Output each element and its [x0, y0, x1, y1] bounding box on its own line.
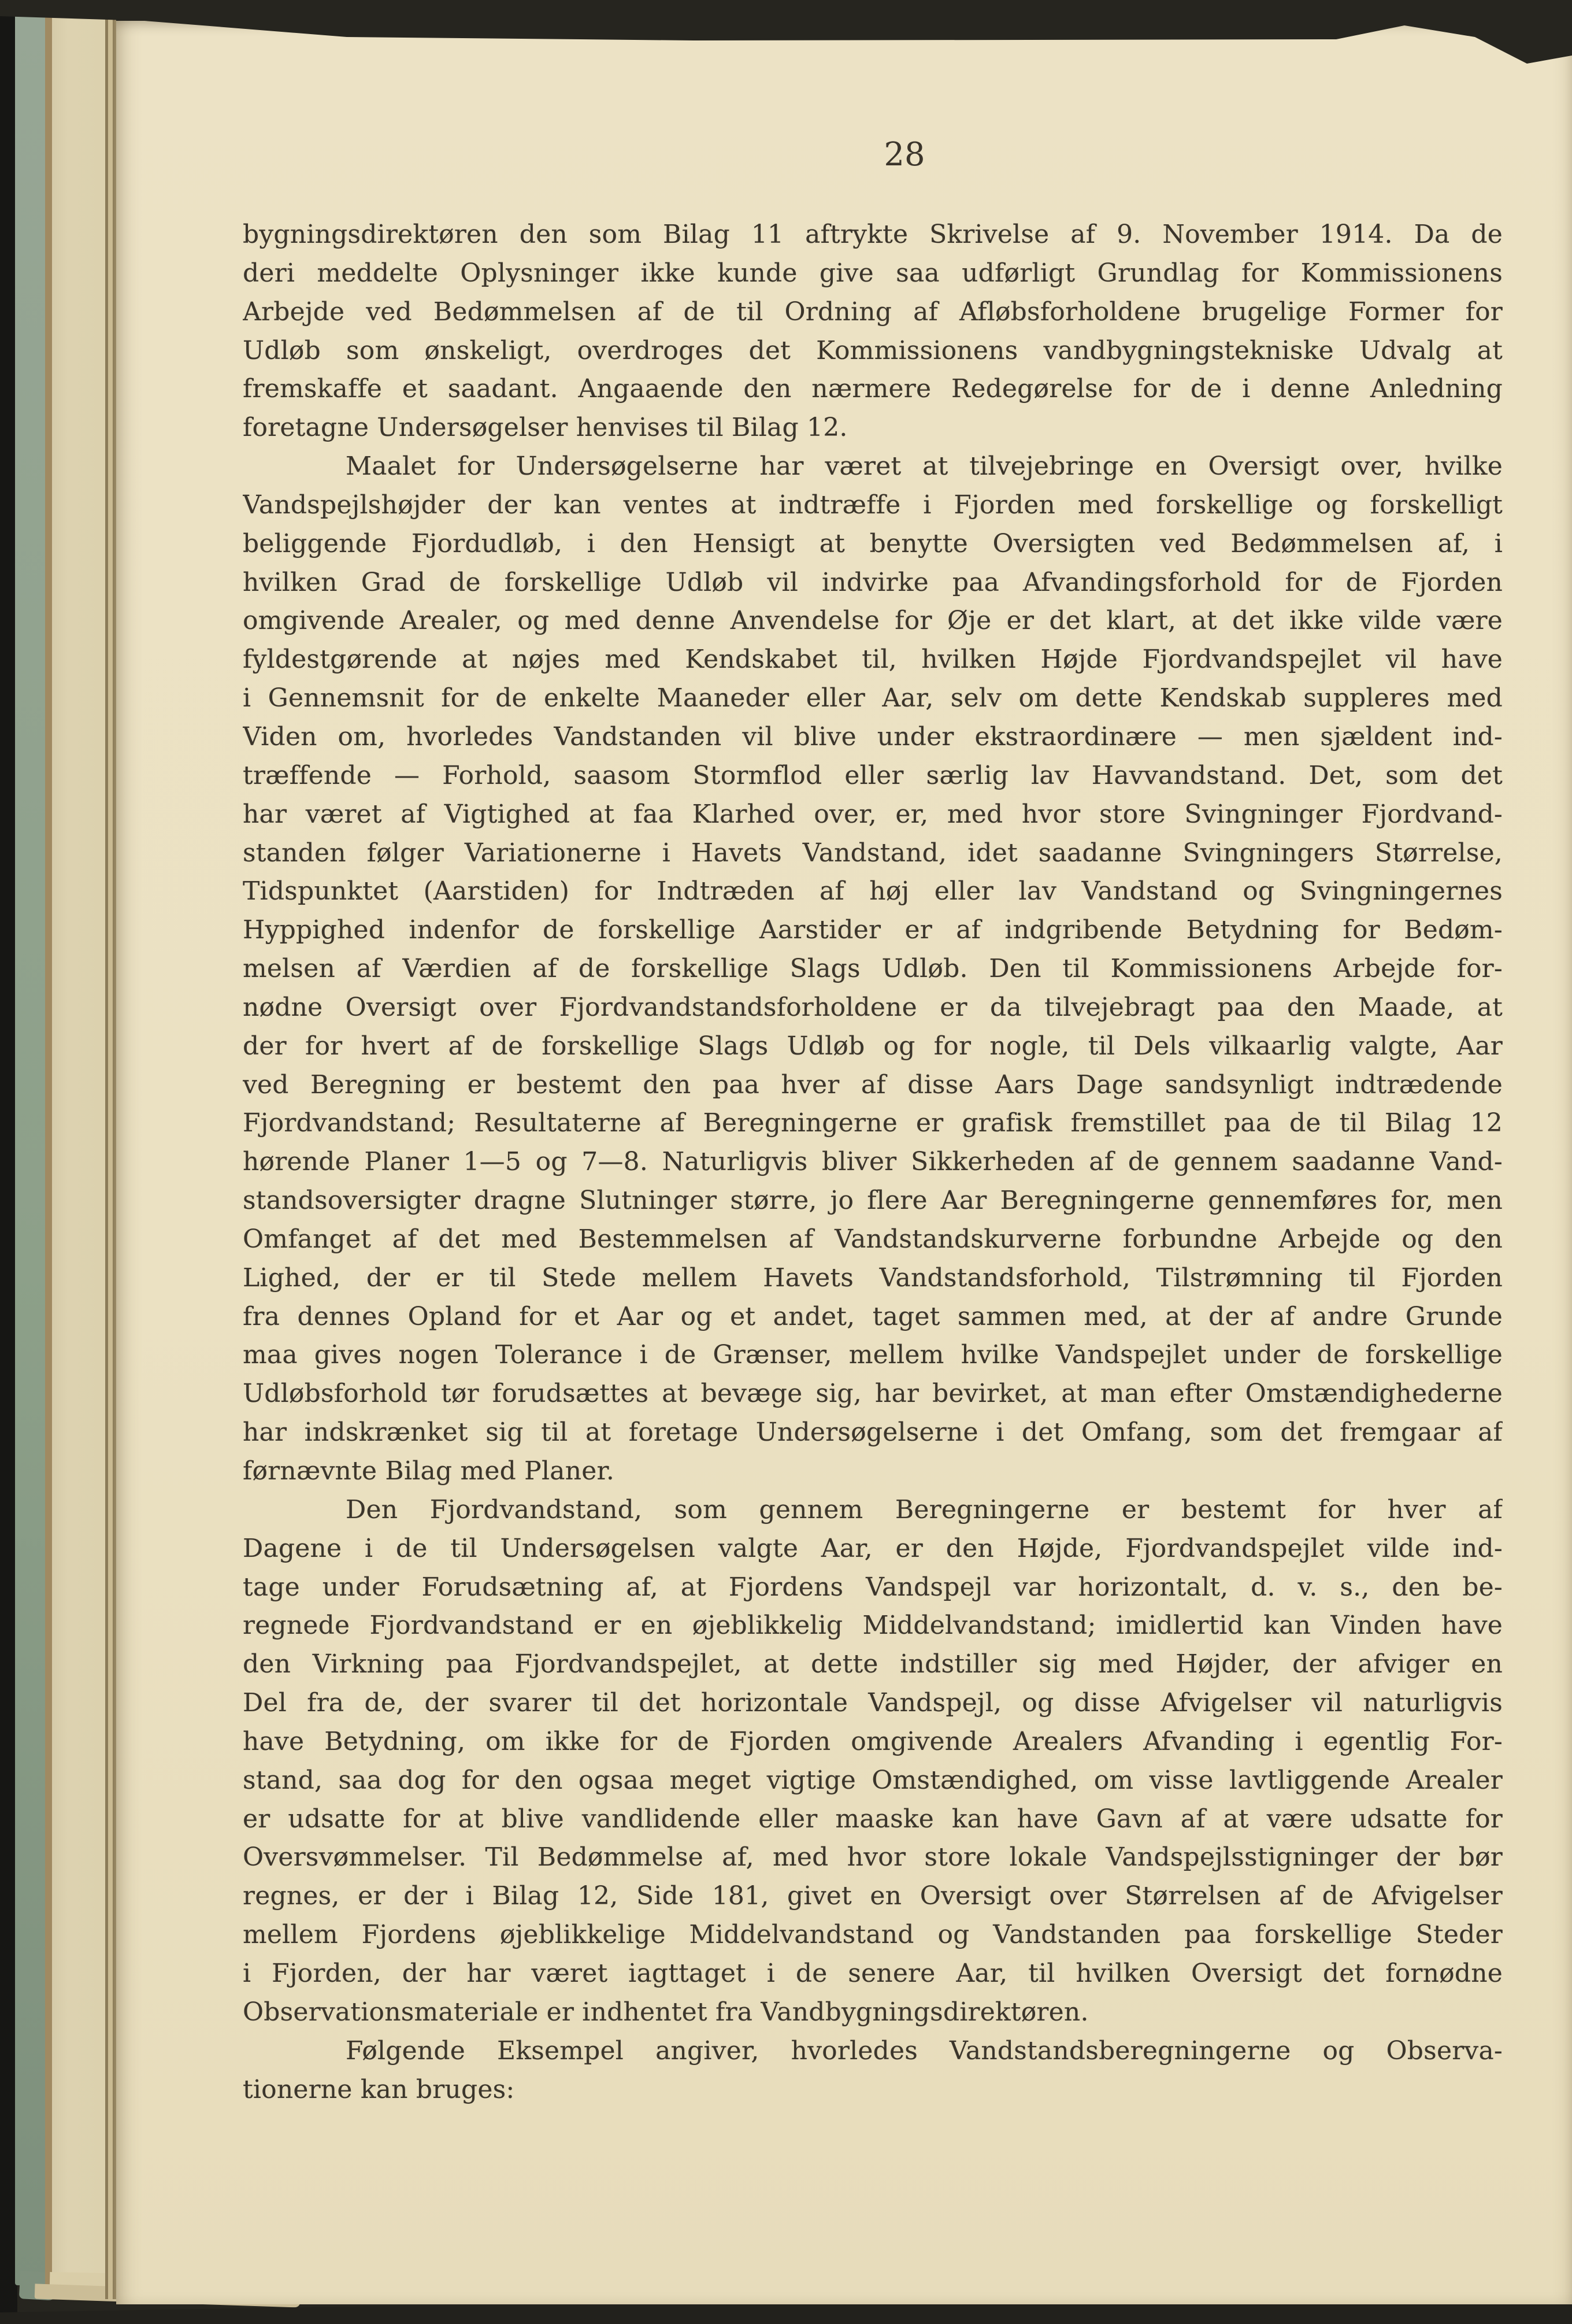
page-number: 28: [884, 136, 925, 173]
gutter-fold-highlight: [108, 18, 113, 2299]
text-line: nødne Oversigt over Fjordvandstandsforholdene er da tilvejebragt paa den Maade, at: [243, 992, 1503, 1022]
under-page-edge: [52, 17, 105, 2298]
scan-background-bottom: [0, 2304, 1572, 2324]
text-line: Lighed, der er til Stede mellem Havets Vandstandsforhold, Tilstrømning til Fjorden: [243, 1263, 1503, 1293]
text-line: har indskrænket sig til at foretage Undersøgelserne i det Omfang, som det fremgaar af: [243, 1418, 1503, 1448]
text-line: Tidspunktet (Aarstiden) for Indtræden af høj eller lav Vandstand og Svingningernes: [243, 876, 1503, 906]
text-line: er udsatte for at blive vandlidende eller maaske kan have Gavn af at være udsatte for: [243, 1804, 1503, 1834]
text-line: stand, saa dog for den ogsaa meget vigtige Omstændighed, om visse lavtliggende Arealer: [243, 1765, 1503, 1795]
text-line: Følgende Eksempel angiver, hvorledes Vandstandsberegningerne og Observa-: [346, 2036, 1503, 2066]
text-line: ved Beregning er bestemt den paa hver af disse Aars Dage sandsynligt indtrædende: [243, 1070, 1503, 1100]
text-line: Fjordvandstand; Resultaterne af Beregningerne er grafisk fremstillet paa de til Bilag 12: [243, 1108, 1503, 1138]
text-line: melsen af Værdien af de forskellige Slags Udløb. Den til Kommissionens Arbejde for-: [243, 954, 1503, 984]
text-line: der for hvert af de forskellige Slags Udløb og for nogle, til Dels vilkaarlig valgte, Aar: [243, 1031, 1503, 1061]
text-line: hvilken Grad de forskellige Udløb vil indvirke paa Afvandingsforhold for de Fjorden: [243, 567, 1503, 597]
text-line: beliggende Fjordudløb, i den Hensigt at benytte Oversigten ved Bedømmelsen af, i: [243, 528, 1503, 558]
text-line: have Betydning, om ikke for de Fjorden omgivende Arealers Afvanding i egentlig For-: [243, 1726, 1503, 1756]
text-line: tionerne kan bruges:: [243, 2074, 515, 2104]
text-line: førnævnte Bilag med Planer.: [243, 1456, 615, 1486]
text-line: regnede Fjordvandstand er en øjeblikkelig Middelvandstand; imidlertid kan Vinden have: [243, 1611, 1503, 1641]
text-line: Del fra de, der svarer til det horizontale Vandspejl, og disse Afvigelser vil naturligvis: [243, 1688, 1503, 1718]
text-line: Dagene i de til Undersøgelsen valgte Aar, er den Højde, Fjordvandspejlet vilde ind-: [243, 1533, 1503, 1563]
text-line: Viden om, hvorledes Vandstanden vil blive under ekstraordinære — men sjældent ind-: [243, 721, 1503, 752]
text-line: Vandspejlshøjder der kan ventes at indtræffe i Fjorden med forskellige og forskelligt: [243, 490, 1503, 520]
text-line: træffende — Forhold, saasom Stormflod eller særlig lav Havvandstand. Det, som det: [243, 760, 1503, 790]
body-text: [243, 216, 1503, 2109]
text-line: regnes, er der i Bilag 12, Side 181, givet en Oversigt over Størrelsen af de Afvigelser: [243, 1881, 1503, 1911]
text-line: fremskaffe et saadant. Angaaende den nærmere Redegørelse for de i denne Anledning: [243, 374, 1503, 404]
text-line: Hyppighed indenfor de forskellige Aarstider er af indgribende Betydning for Bedøm-: [243, 915, 1503, 945]
text-line: fra dennes Opland for et Aar og et andet, taget sammen med, at der af andre Grunde: [243, 1301, 1503, 1331]
text-line: fyldestgørende at nøjes med Kendskabet til, hvilken Højde Fjordvandspejlet vil have: [243, 645, 1503, 675]
text-line: mellem Fjordens øjeblikkelige Middelvandstand og Vandstanden paa forskellige Steder: [243, 1920, 1503, 1950]
text-line: Omfanget af det med Bestemmelsen af Vandstandskurverne forbundne Arbejde og den: [243, 1224, 1503, 1254]
text-line: Oversvømmelser. Til Bedømmelse af, med hvor store lokale Vandspejlsstigninger der bør: [243, 1842, 1503, 1872]
text-line: omgivende Arealer, og med denne Anvendelse for Øje er det klart, at det ikke vilde være: [243, 606, 1503, 636]
flyleaf-edge-green: [15, 16, 45, 2285]
text-line: maa gives nogen Tolerance i de Grænser, mellem hvilke Vandspejlet under de forskellige: [243, 1340, 1503, 1370]
text-line: foretagne Undersøgelser henvises til Bilag 12.: [243, 413, 848, 443]
text-line: standsoversigter dragne Slutninger større, jo flere Aar Beregningerne gennemføres for, men: [243, 1186, 1503, 1216]
text-line: i Fjorden, der har været iagttaget i de senere Aar, til hvilken Oversigt det fornødne: [243, 1958, 1503, 1988]
text-line: Udløb som ønskeligt, overdroges det Kommissionens vandbygningstekniske Udvalg at: [243, 335, 1503, 365]
page-edge-tan: [45, 16, 52, 2291]
text-line: Observationsmateriale er indhentet fra Vandbygningsdirektøren.: [243, 1997, 1089, 2027]
text-line: har været af Vigtighed at faa Klarhed over, er, med hvor store Svingninger Fjordvand-: [243, 799, 1503, 829]
text-line: hørende Planer 1—5 og 7—8. Naturligvis bliver Sikkerheden af de gennem saadanne Vand-: [243, 1147, 1503, 1177]
text-line: standen følger Variationerne i Havets Vandstand, idet saadanne Svingningers Størrelse,: [243, 838, 1503, 868]
text-line: i Gennemsnit for de enkelte Maaneder eller Aar, selv om dette Kendskab suppleres med: [243, 683, 1503, 713]
text-line: den Virkning paa Fjordvandspejlet, at dette indstiller sig med Højder, der afviger en: [243, 1649, 1503, 1679]
text-line: Den Fjordvandstand, som gennem Beregningerne er bestemt for hver af: [346, 1494, 1503, 1524]
text-line: tage under Forudsætning af, at Fjordens Vandspejl var horizontalt, d. v. s., den be-: [243, 1572, 1503, 1602]
text-line: Udløbsforhold tør forudsættes at bevæge sig, har bevirket, at man efter Omstændighederne: [243, 1379, 1503, 1409]
text-line: Arbejde ved Bedømmelsen af de til Ordning af Afløbsforholdene brugelige Former for: [243, 297, 1503, 327]
text-line: bygningsdirektøren den som Bilag 11 aftrykte Skrivelse af 9. November 1914. Da de: [243, 220, 1503, 249]
text-line: deri meddelte Oplysninger ikke kunde give saa udførligt Grundlag for Kommissionens: [243, 258, 1503, 288]
text-line: Maalet for Undersøgelserne har været at tilvejebringe en Oversigt over, hvilke: [346, 452, 1503, 482]
